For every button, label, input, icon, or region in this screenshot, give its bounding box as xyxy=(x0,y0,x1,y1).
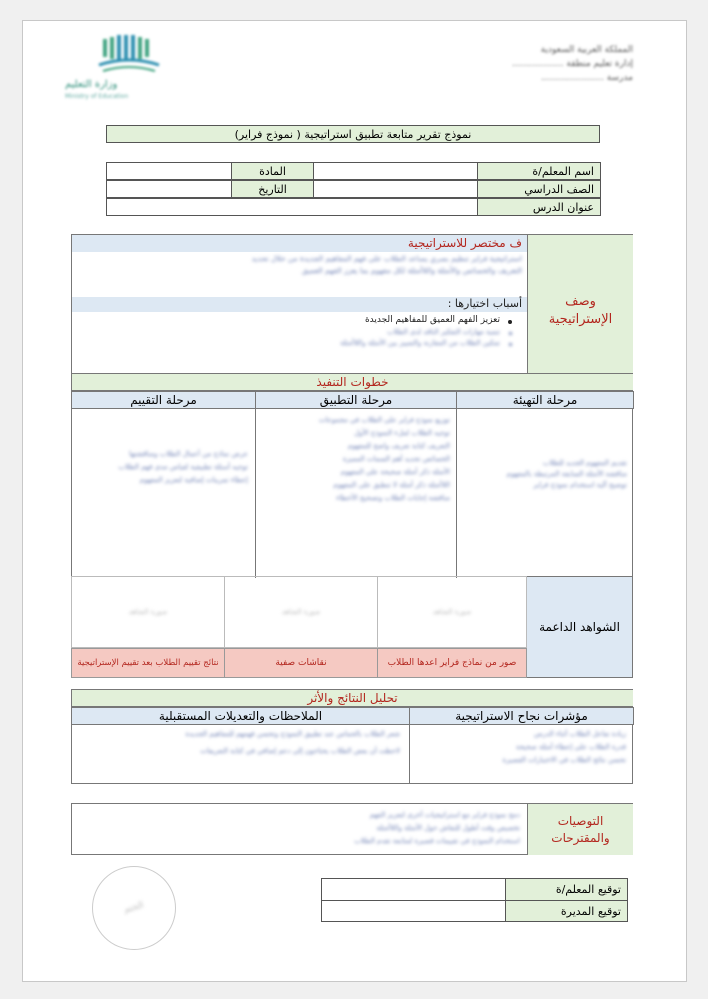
summary-line-1: استراتيجية فراير تنظيم بصري يساعد الطلاب على فهم المفاهيم الجديدة من خلال تحديد xyxy=(251,254,522,263)
evidence-label: الشواهد الداعمة xyxy=(526,576,633,678)
evidence-placeholder-3: صورة الشاهد xyxy=(128,608,168,616)
evidence-section xyxy=(71,576,633,678)
recommendations-side-cell xyxy=(527,804,633,855)
ministry-name: وزارة التعليم xyxy=(65,79,118,90)
strategy-side-cell xyxy=(527,235,633,387)
lesson-value[interactable] xyxy=(106,198,478,216)
indicator-item-1: زيادة تفاعل الطلاب أثناء الدرس xyxy=(534,730,626,738)
principal-signature-value[interactable] xyxy=(321,900,506,922)
prep-list xyxy=(463,458,627,491)
page-title: نموذج تقرير متابعة تطبيق استراتيجية ( نموذج فراير) xyxy=(106,125,600,143)
subject-label: المادة xyxy=(231,162,314,180)
grade-label: الصف الدراسي xyxy=(477,180,601,198)
prep-item-2: مناقشة الأمثلة السابقة المرتبطة بالمفهوم xyxy=(506,470,627,478)
evidence-placeholder-2: صورة الشاهد xyxy=(281,608,321,616)
stamp-circle xyxy=(92,866,176,950)
apply-list xyxy=(262,414,450,505)
indicator-item-3: تحسن نتائج الطلاب في الاختبارات القصيرة xyxy=(502,756,626,764)
recommendations-label: التوصيات والمقترحات xyxy=(551,813,610,845)
eval-item-2: توجيه أسئلة تطبيقية لقياس مدى فهم الطلاب xyxy=(118,463,248,471)
strategy-side-label: وصف الإستراتيجية xyxy=(548,294,613,327)
evidence-photo-3 xyxy=(71,576,225,648)
eval-item-3: إعطاء تمرينات إضافية لتعزيز المفهوم xyxy=(139,476,248,484)
indicators-column xyxy=(409,725,633,783)
analysis-section xyxy=(71,689,633,784)
info-table xyxy=(106,162,600,216)
header-line-1: المملكة العربية السعودية xyxy=(540,45,633,55)
stamp-text: الختم xyxy=(123,900,145,916)
header-line-3: مدرسة ...................... xyxy=(540,73,633,83)
analysis-title: تحليل النتائج والأثر xyxy=(307,691,398,705)
lesson-label: عنوان الدرس xyxy=(477,198,601,216)
notes-list xyxy=(78,728,400,758)
notes-column xyxy=(72,725,409,783)
recommendations-section xyxy=(71,803,633,855)
evidence-caption-3: نتائج تقييم الطلاب بعد تقييم الإستراتيجية xyxy=(71,648,225,678)
report-page xyxy=(22,20,687,982)
reasons-title: أسباب اختيارها : xyxy=(447,297,522,310)
steps-title: خطوات التنفيذ xyxy=(316,375,389,389)
apply-item-5: الأمثلة ذكر أمثلة صحيحة على المفهوم xyxy=(340,468,450,476)
apply-item-6: اللاأمثلة ذكر أمثلة لا تنطبق على المفهوم xyxy=(333,481,450,489)
signatures-table xyxy=(321,878,627,922)
evidence-photo-1 xyxy=(377,576,527,648)
teacher-label: اسم المعلم/ة xyxy=(477,162,601,180)
evidence-photo-2 xyxy=(224,576,378,648)
evidence-placeholder-1: صورة الشاهد xyxy=(432,608,472,616)
bullet-icon xyxy=(508,320,512,324)
reasons-list xyxy=(172,315,512,350)
apply-item-3: التعريف كتابة تعريف واضح للمفهوم xyxy=(347,442,450,450)
col-eval-header: مرحلة التقييم xyxy=(71,391,256,409)
col-notes-header: الملاحظات والتعديلات المستقبلية xyxy=(71,707,410,725)
ministry-sub: Ministry of Education xyxy=(65,93,129,100)
prep-item-3: توضيح آلية استخدام نموذج فراير xyxy=(533,481,627,489)
col-prep-header: مرحلة التهيئة xyxy=(456,391,634,409)
date-value[interactable] xyxy=(106,180,232,198)
header-line-2: إدارة تعليم منطقة .................. xyxy=(512,59,633,69)
col-indicators-header: مؤشرات نجاح الاستراتيجية xyxy=(409,707,634,725)
header-right-block xyxy=(423,43,633,93)
reason-item-1: تعزيز الفهم العميق للمفاهيم الجديدة xyxy=(172,315,512,328)
bullet-icon xyxy=(509,343,512,346)
ministry-logo xyxy=(65,35,165,105)
subject-value[interactable] xyxy=(106,162,232,180)
date-label: التاريخ xyxy=(231,180,314,198)
bullet-icon xyxy=(509,332,512,335)
teacher-signature-label: توقيع المعلم/ة xyxy=(505,878,628,901)
eval-item-1: عرض نماذج من أعمال الطلاب ومناقشتها xyxy=(129,450,248,458)
recommendation-item-2: تخصيص وقت أطول للنقاش حول الأمثلة واللاأمثلة xyxy=(376,824,520,832)
apply-column xyxy=(255,408,457,578)
ministry-logo-icon xyxy=(93,35,165,77)
indicator-item-2: قدرة الطلاب على إعطاء أمثلة صحيحة xyxy=(515,743,626,751)
eval-list xyxy=(78,448,248,487)
summary-line-2: التعريف والخصائص والأمثلة واللاأمثلة لكل مفهوم بما يعزز الفهم العميق xyxy=(301,266,522,275)
strategy-section xyxy=(71,234,633,387)
reason-item-3: تمكين الطلاب من المقارنة والتمييز بين الأمثلة واللاأمثلة xyxy=(172,339,512,350)
grade-value[interactable] xyxy=(313,180,478,198)
apply-item-1: توزيع نموذج فراير على الطلاب في مجموعات xyxy=(318,416,450,424)
apply-item-4: الخصائص تحديد أهم السمات المميزة xyxy=(342,455,450,463)
apply-item-7: مناقشة إجابات الطلاب وتصحيح الأخطاء xyxy=(336,494,450,502)
prep-item-1: تقديم المفهوم الجديد للطلاب xyxy=(542,459,627,467)
teacher-value[interactable] xyxy=(313,162,478,180)
strategy-summary-text xyxy=(80,253,522,277)
eval-column xyxy=(72,408,255,578)
indicators-list xyxy=(416,728,626,767)
principal-signature-label: توقيع المديرة xyxy=(505,900,628,922)
recommendation-item-3: استخدام النموذج في تقييمات قصيرة لمتابعة تقدم الطلاب xyxy=(354,837,520,845)
reason-item-2: تنمية مهارات التفكير الناقد لدى الطلاب xyxy=(172,328,512,339)
evidence-caption-1: صور من نماذج فراير اعدها الطلاب xyxy=(377,648,527,678)
evidence-caption-2: نقاشات صفية xyxy=(224,648,378,678)
note-item-1: شعر الطلاب بالحماس عند تطبيق النموذج وتحسن فهمهم للمفاهيم الجديدة xyxy=(185,730,400,738)
col-apply-header: مرحلة التطبيق xyxy=(255,391,457,409)
recommendation-item-1: دمج نموذج فراير مع استراتيجيات أخرى لتعزيز الفهم xyxy=(369,811,520,819)
note-item-2: لاحظت أن بعض الطلاب يحتاجون إلى دعم إضافي في كتابة التعريفات xyxy=(200,747,400,755)
recommendations-list xyxy=(80,809,520,848)
teacher-signature-value[interactable] xyxy=(321,878,506,901)
prep-column xyxy=(456,408,633,578)
apply-item-2: توجيه الطلاب لملء النموذج الأول xyxy=(354,429,450,437)
strategy-summary-title: ف مختصر للاستراتيجية xyxy=(407,236,522,250)
